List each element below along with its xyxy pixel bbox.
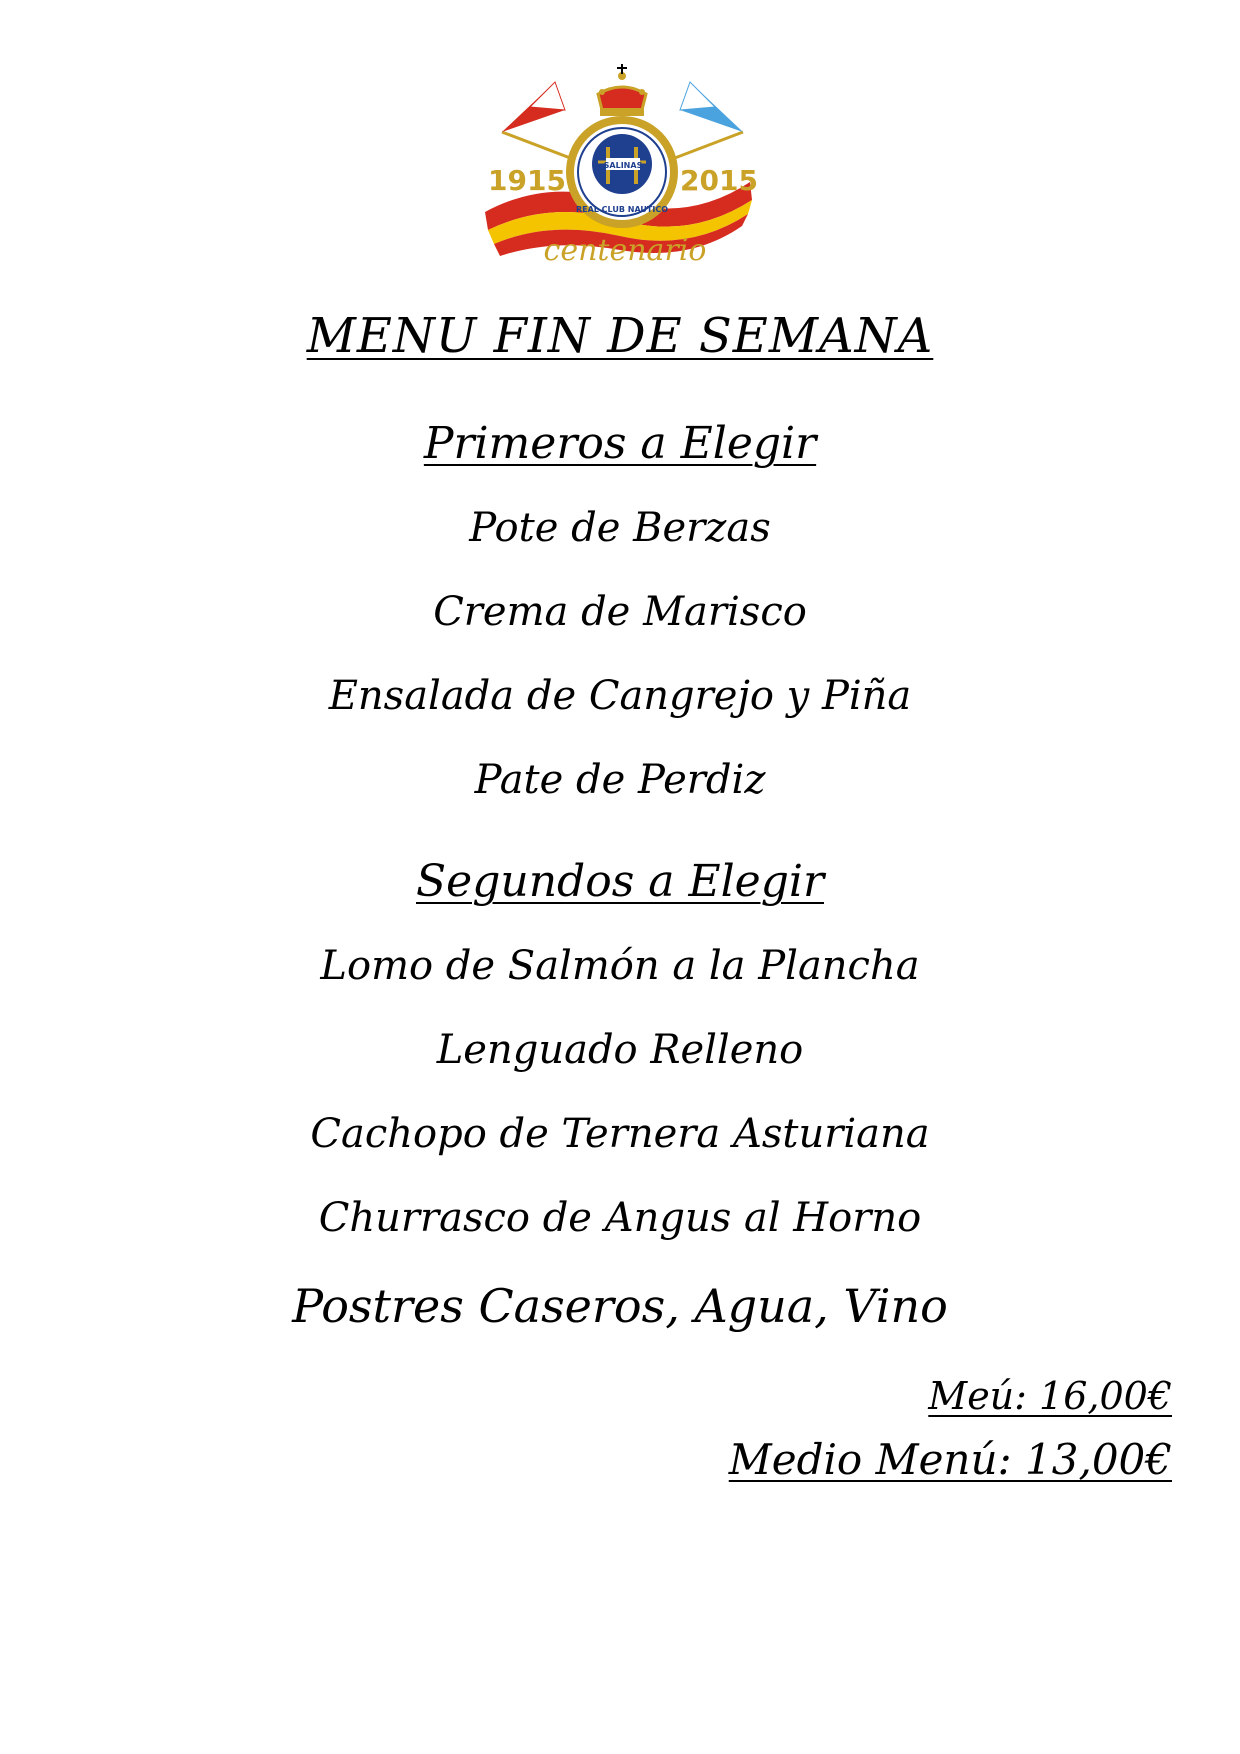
centenary-emblem-icon (480, 62, 765, 267)
list-item: Cachopo de Ternera Asturiana (310, 1111, 930, 1157)
list-item: Pote de Berzas (469, 505, 771, 551)
list-item: Lenguado Relleno (436, 1027, 804, 1073)
club-logo (480, 62, 765, 267)
primeros-heading: Primeros a Elegir (423, 418, 817, 469)
svg-text:SALINAS: SALINAS (603, 161, 643, 170)
prices (729, 1364, 1172, 1492)
list-item: Lomo de Salmón a la Plancha (320, 943, 920, 989)
list-item: Ensalada de Cangrejo y Piña (328, 673, 912, 719)
primeros-list (0, 486, 1240, 822)
list-item: Crema de Marisco (433, 589, 807, 635)
price-half-menu: Medio Menú: 13,00€ (728, 1435, 1172, 1484)
list-item: Churrasco de Angus al Horno (318, 1195, 922, 1241)
price-full-menu: Meú: 16,00€ (928, 1374, 1172, 1418)
svg-text:centenario: centenario (543, 233, 707, 267)
svg-text:REAL CLUB NAUTICO: REAL CLUB NAUTICO (575, 205, 669, 214)
svg-text:1915: 1915 (488, 164, 566, 197)
segundos-list (0, 924, 1240, 1260)
extras-line: Postres Caseros, Agua, Vino (292, 1279, 948, 1333)
segundos-heading: Segundos a Elegir (416, 856, 824, 907)
list-item: Pate de Perdiz (474, 757, 766, 803)
menu-title: MENU FIN DE SEMANA (306, 308, 934, 364)
svg-text:2015: 2015 (680, 164, 758, 197)
